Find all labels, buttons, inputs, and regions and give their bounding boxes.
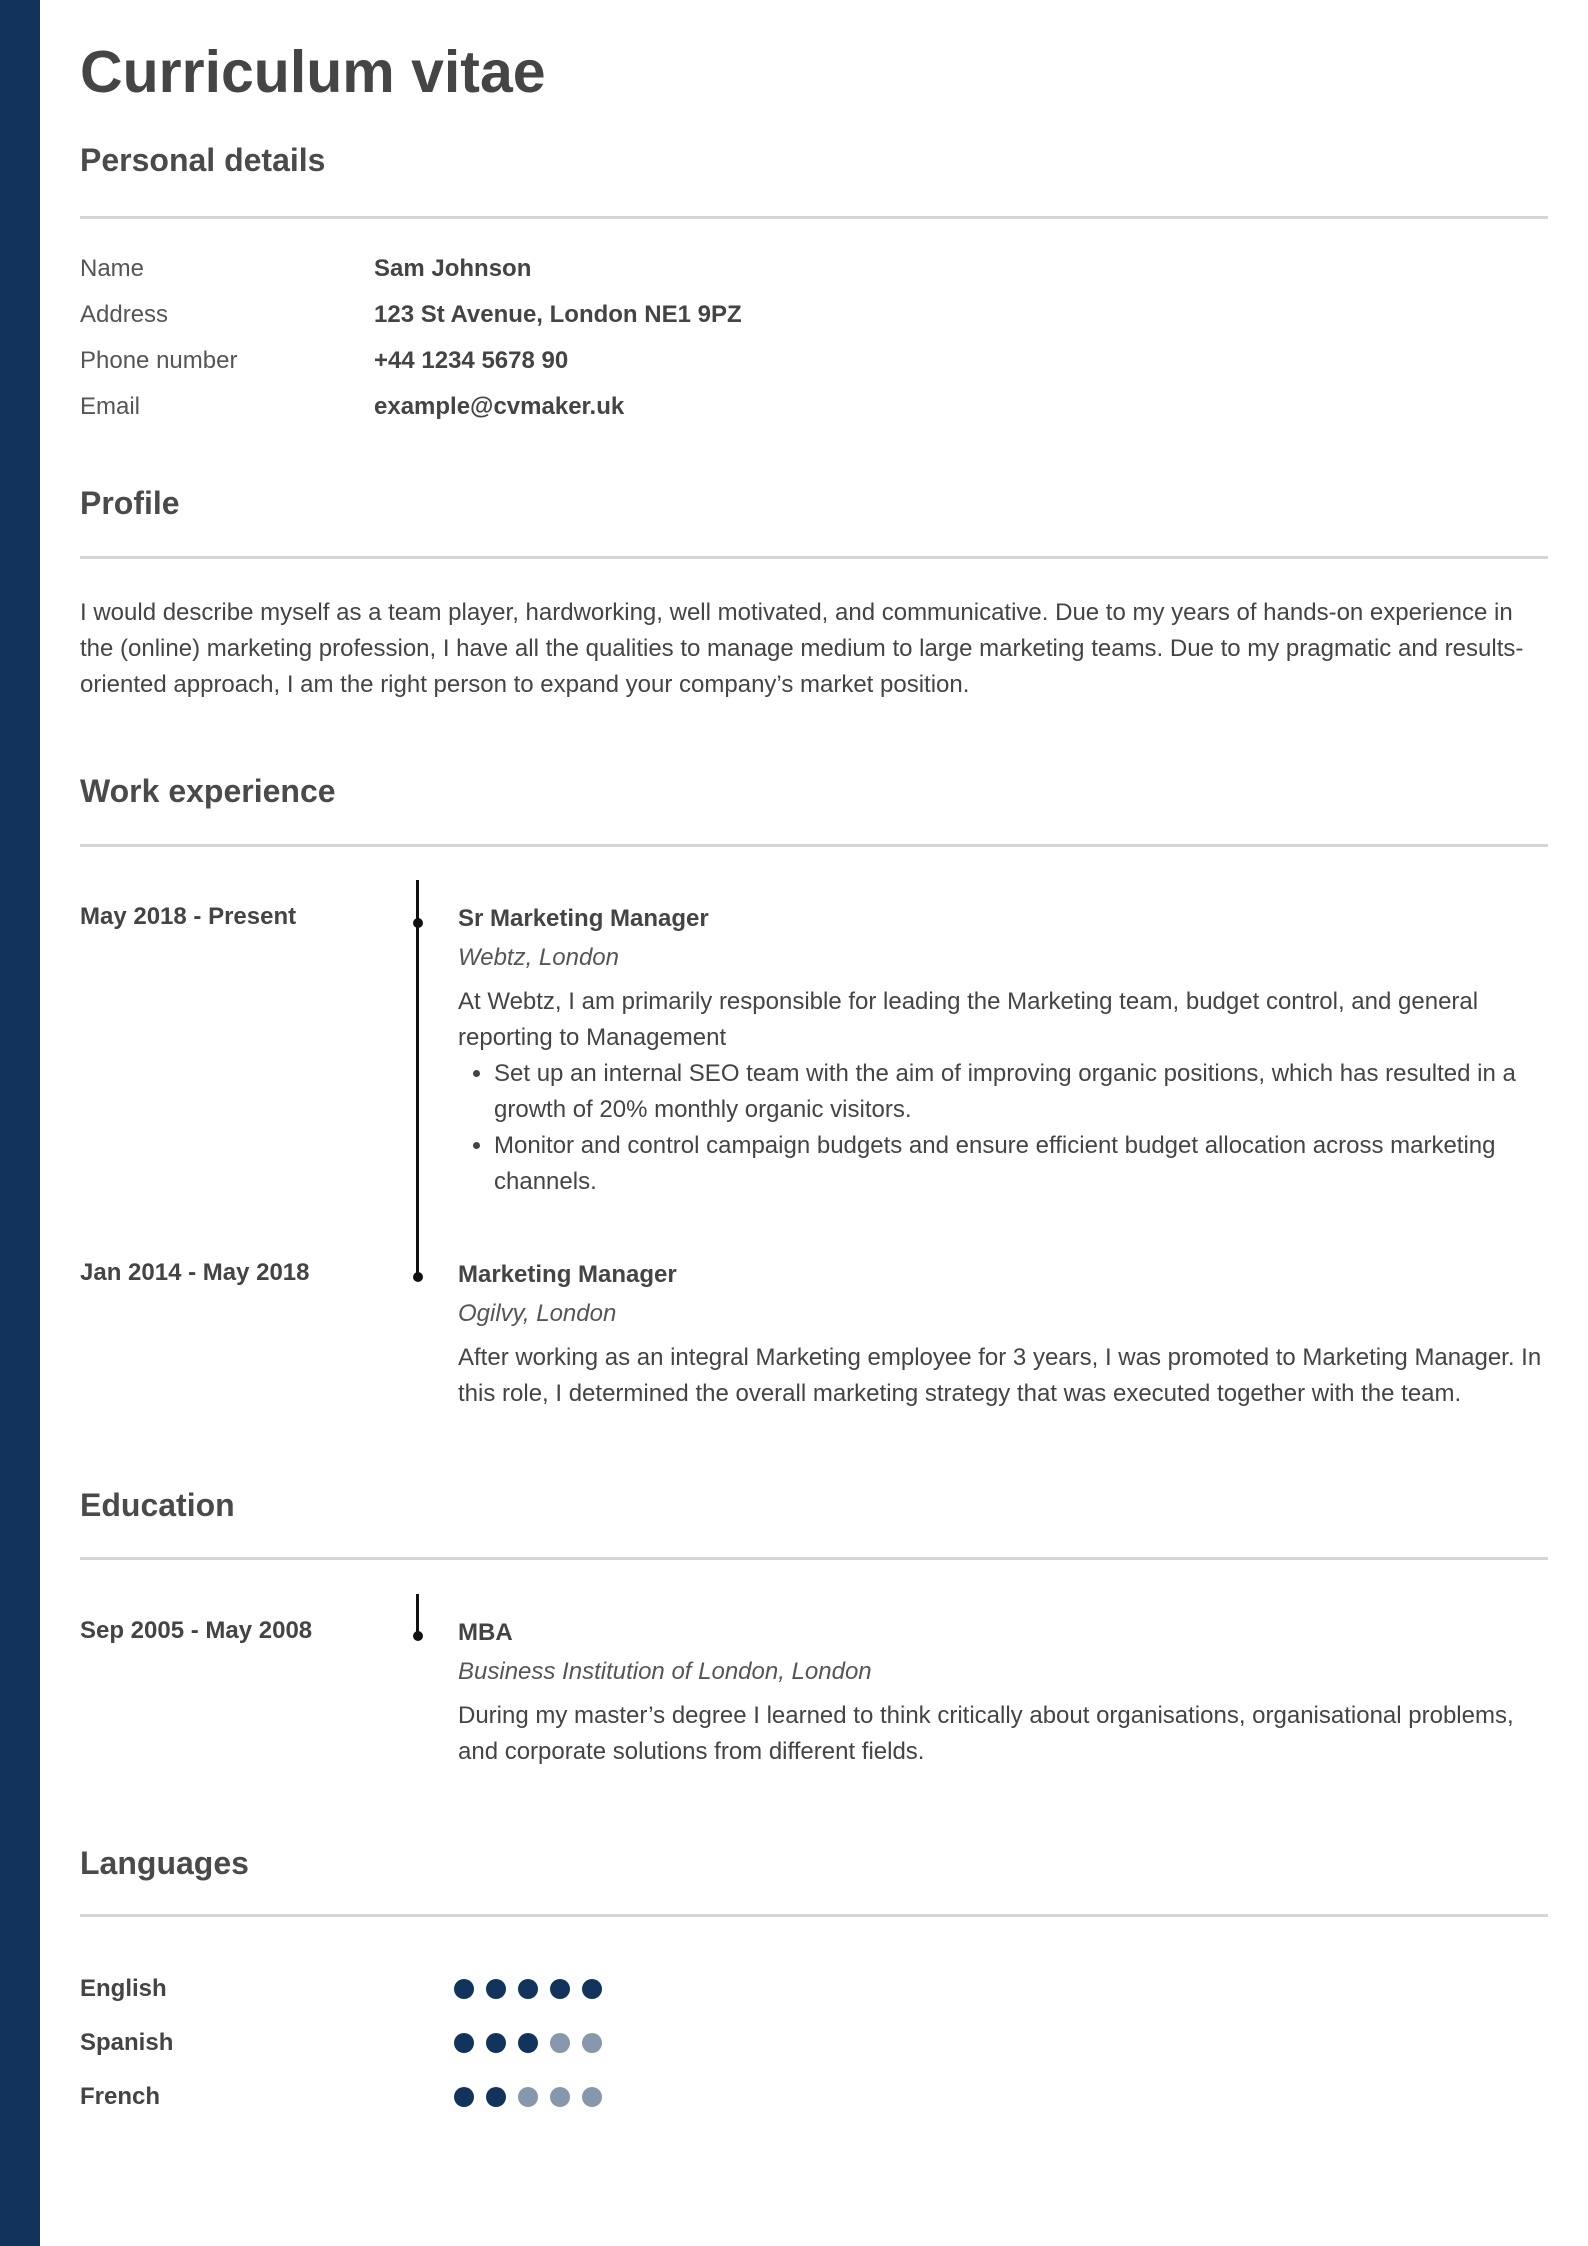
section-divider	[80, 1557, 1548, 1560]
degree-title: MBA	[458, 1619, 513, 1646]
profile-section	[80, 483, 1548, 523]
level-dot-filled	[454, 2033, 474, 2053]
timeline-line	[416, 880, 419, 1277]
job-entry	[458, 900, 1548, 1200]
level-dot-empty	[550, 2087, 570, 2107]
level-dot-filled	[486, 2087, 506, 2107]
list-item: • Monitor and control campaign budgets and ensure efficient budget allocation across marketing channels.	[494, 1128, 1548, 1200]
language-name: French	[80, 2083, 161, 2110]
language-row-spanish	[80, 2023, 780, 2063]
section-divider	[80, 556, 1548, 559]
level-dot-empty	[582, 2033, 602, 2053]
field-label: Name	[80, 255, 145, 282]
field-value-phone: +44 1234 5678 90	[374, 347, 569, 374]
page-title: Curriculum vitae	[80, 39, 546, 105]
field-value-name: Sam Johnson	[374, 255, 532, 282]
level-dot-empty	[518, 2087, 538, 2107]
job-entry	[458, 1256, 1548, 1412]
section-heading-profile: Profile	[80, 485, 180, 521]
field-label: Email	[80, 393, 141, 420]
section-heading-education: Education	[80, 1487, 235, 1523]
level-dot-filled	[454, 2087, 474, 2107]
section-divider	[80, 1914, 1548, 1917]
education-entry	[458, 1614, 1548, 1770]
education-section	[80, 1485, 1548, 1525]
section-heading-work: Work experience	[80, 773, 336, 809]
field-value-address: 123 St Avenue, London NE1 9PZ	[374, 301, 742, 328]
level-dot-empty	[582, 2087, 602, 2107]
institution: Business Institution of London, London	[458, 1658, 872, 1685]
job-date: Jan 2014 - May 2018	[80, 1259, 310, 1286]
profile-summary: I would describe myself as a team player, hardworking, well motivated, and communicative. Due to my years of hands-on experience in the (online) marketing profession, I have all the qualities to manage medium to large marketing teams. Due to my pragmatic and results-oriented approach, I am the right person to expand your company’s market position.	[80, 599, 1524, 698]
job-date: May 2018 - Present	[80, 903, 297, 930]
field-label: Phone number	[80, 347, 238, 374]
job-title: Marketing Manager	[458, 1261, 677, 1288]
timeline-dot	[413, 918, 423, 928]
language-level-dots	[454, 1979, 614, 2001]
level-dot-filled	[550, 1979, 570, 1999]
work-experience-section	[80, 771, 1548, 811]
field-value-email: example@cvmaker.uk	[374, 393, 625, 420]
education-date: Sep 2005 - May 2008	[80, 1617, 313, 1644]
sidebar-accent-bar	[0, 0, 40, 2246]
job-company: Ogilvy, London	[458, 1300, 617, 1327]
job-company: Webtz, London	[458, 944, 620, 971]
level-dot-filled	[518, 1979, 538, 1999]
language-level-dots	[454, 2087, 614, 2109]
job-description: At Webtz, I am primarily responsible for leading the Marketing team, budget control, and general reporting to Management	[458, 988, 1479, 1051]
job-title: Sr Marketing Manager	[458, 905, 709, 932]
level-dot-filled	[454, 1979, 474, 1999]
level-dot-empty	[550, 2033, 570, 2053]
language-row-french	[80, 2077, 780, 2117]
language-row-english	[80, 1969, 780, 2009]
section-divider	[80, 844, 1548, 847]
level-dot-filled	[582, 1979, 602, 1999]
level-dot-filled	[486, 1979, 506, 1999]
list-item: • Set up an internal SEO team with the aim of improving organic positions, which has resulted in a growth of 20% monthly organic visitors.	[494, 1056, 1548, 1128]
personal-details-section	[80, 140, 1548, 180]
job-description: After working as an integral Marketing employee for 3 years, I was promoted to Marketing Manager. In this role, I determined the overall marketing strategy that was executed together with the team.	[458, 1344, 1542, 1407]
section-divider	[80, 216, 1548, 219]
education-description: During my master’s degree I learned to think critically about organisations, organisational problems, and corporate solutions from different fields.	[458, 1702, 1514, 1765]
level-dot-filled	[518, 2033, 538, 2053]
languages-section	[80, 1843, 1548, 1883]
level-dot-filled	[486, 2033, 506, 2053]
field-label: Address	[80, 301, 169, 328]
timeline-dot	[413, 1272, 423, 1282]
timeline-dot	[413, 1631, 423, 1641]
language-level-dots	[454, 2033, 614, 2055]
section-heading-personal: Personal details	[80, 142, 326, 178]
language-name: English	[80, 1975, 167, 2002]
section-heading-languages: Languages	[80, 1845, 249, 1881]
job-achievements	[458, 1056, 1548, 1200]
language-name: Spanish	[80, 2029, 174, 2056]
